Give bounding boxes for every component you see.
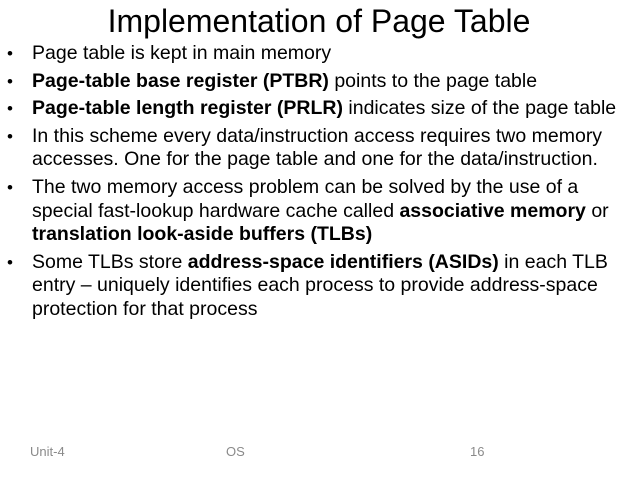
bullet-icon: • <box>7 99 13 119</box>
text-run: indicates size of the page table <box>342 97 617 120</box>
text-run: The two memory access problem can be solved by the use of a special fast-lookup hardware cache called <box>32 175 579 222</box>
bullet-icon: • <box>7 126 13 146</box>
bullet-icon: • <box>7 177 13 197</box>
text-run: In this scheme every data/instruction access requires two memory accesses. One for the page table and one for the data/instruction. <box>32 124 603 171</box>
bullet-icon: • <box>7 71 13 91</box>
bold-term: translation look-aside buffers (TLBs) <box>32 223 373 246</box>
footer-unit-label: Unit-4 <box>30 444 65 459</box>
bullet-icon: • <box>7 252 13 272</box>
bold-term: associative memory <box>399 199 586 222</box>
bullet-item <box>0 42 638 66</box>
footer-course-label: OS <box>226 444 245 459</box>
bullet-text <box>32 70 537 92</box>
bullet-item <box>0 176 638 247</box>
footer-slide-number: 16 <box>470 444 485 459</box>
bullet-icon: • <box>7 44 13 63</box>
bullet-list <box>0 42 638 326</box>
text-run: in each TLB entry – uniquely identifies each process to provide address-space protection for that process <box>32 250 608 320</box>
bullet-item <box>0 125 638 172</box>
text-run: Page table is kept in main memory <box>32 42 332 64</box>
text-run: or <box>585 199 609 222</box>
bullet-item <box>0 97 638 121</box>
slide-title: Implementation of Page Table <box>107 3 531 39</box>
text-run: Some TLBs store <box>32 250 188 273</box>
bold-term: address-space identifiers (ASIDs) <box>187 250 499 273</box>
bullet-text <box>32 176 609 245</box>
bullet-item <box>0 251 638 322</box>
bullet-text <box>32 251 608 320</box>
bullet-text <box>32 125 602 171</box>
bullet-text <box>32 97 616 119</box>
bullet-item <box>0 70 638 94</box>
text-run: points to the page table <box>328 69 538 92</box>
bold-term: Page-table base register (PTBR) <box>32 69 329 92</box>
bold-term: Page-table length register (PRLR) <box>32 97 343 120</box>
bullet-text <box>32 42 331 64</box>
